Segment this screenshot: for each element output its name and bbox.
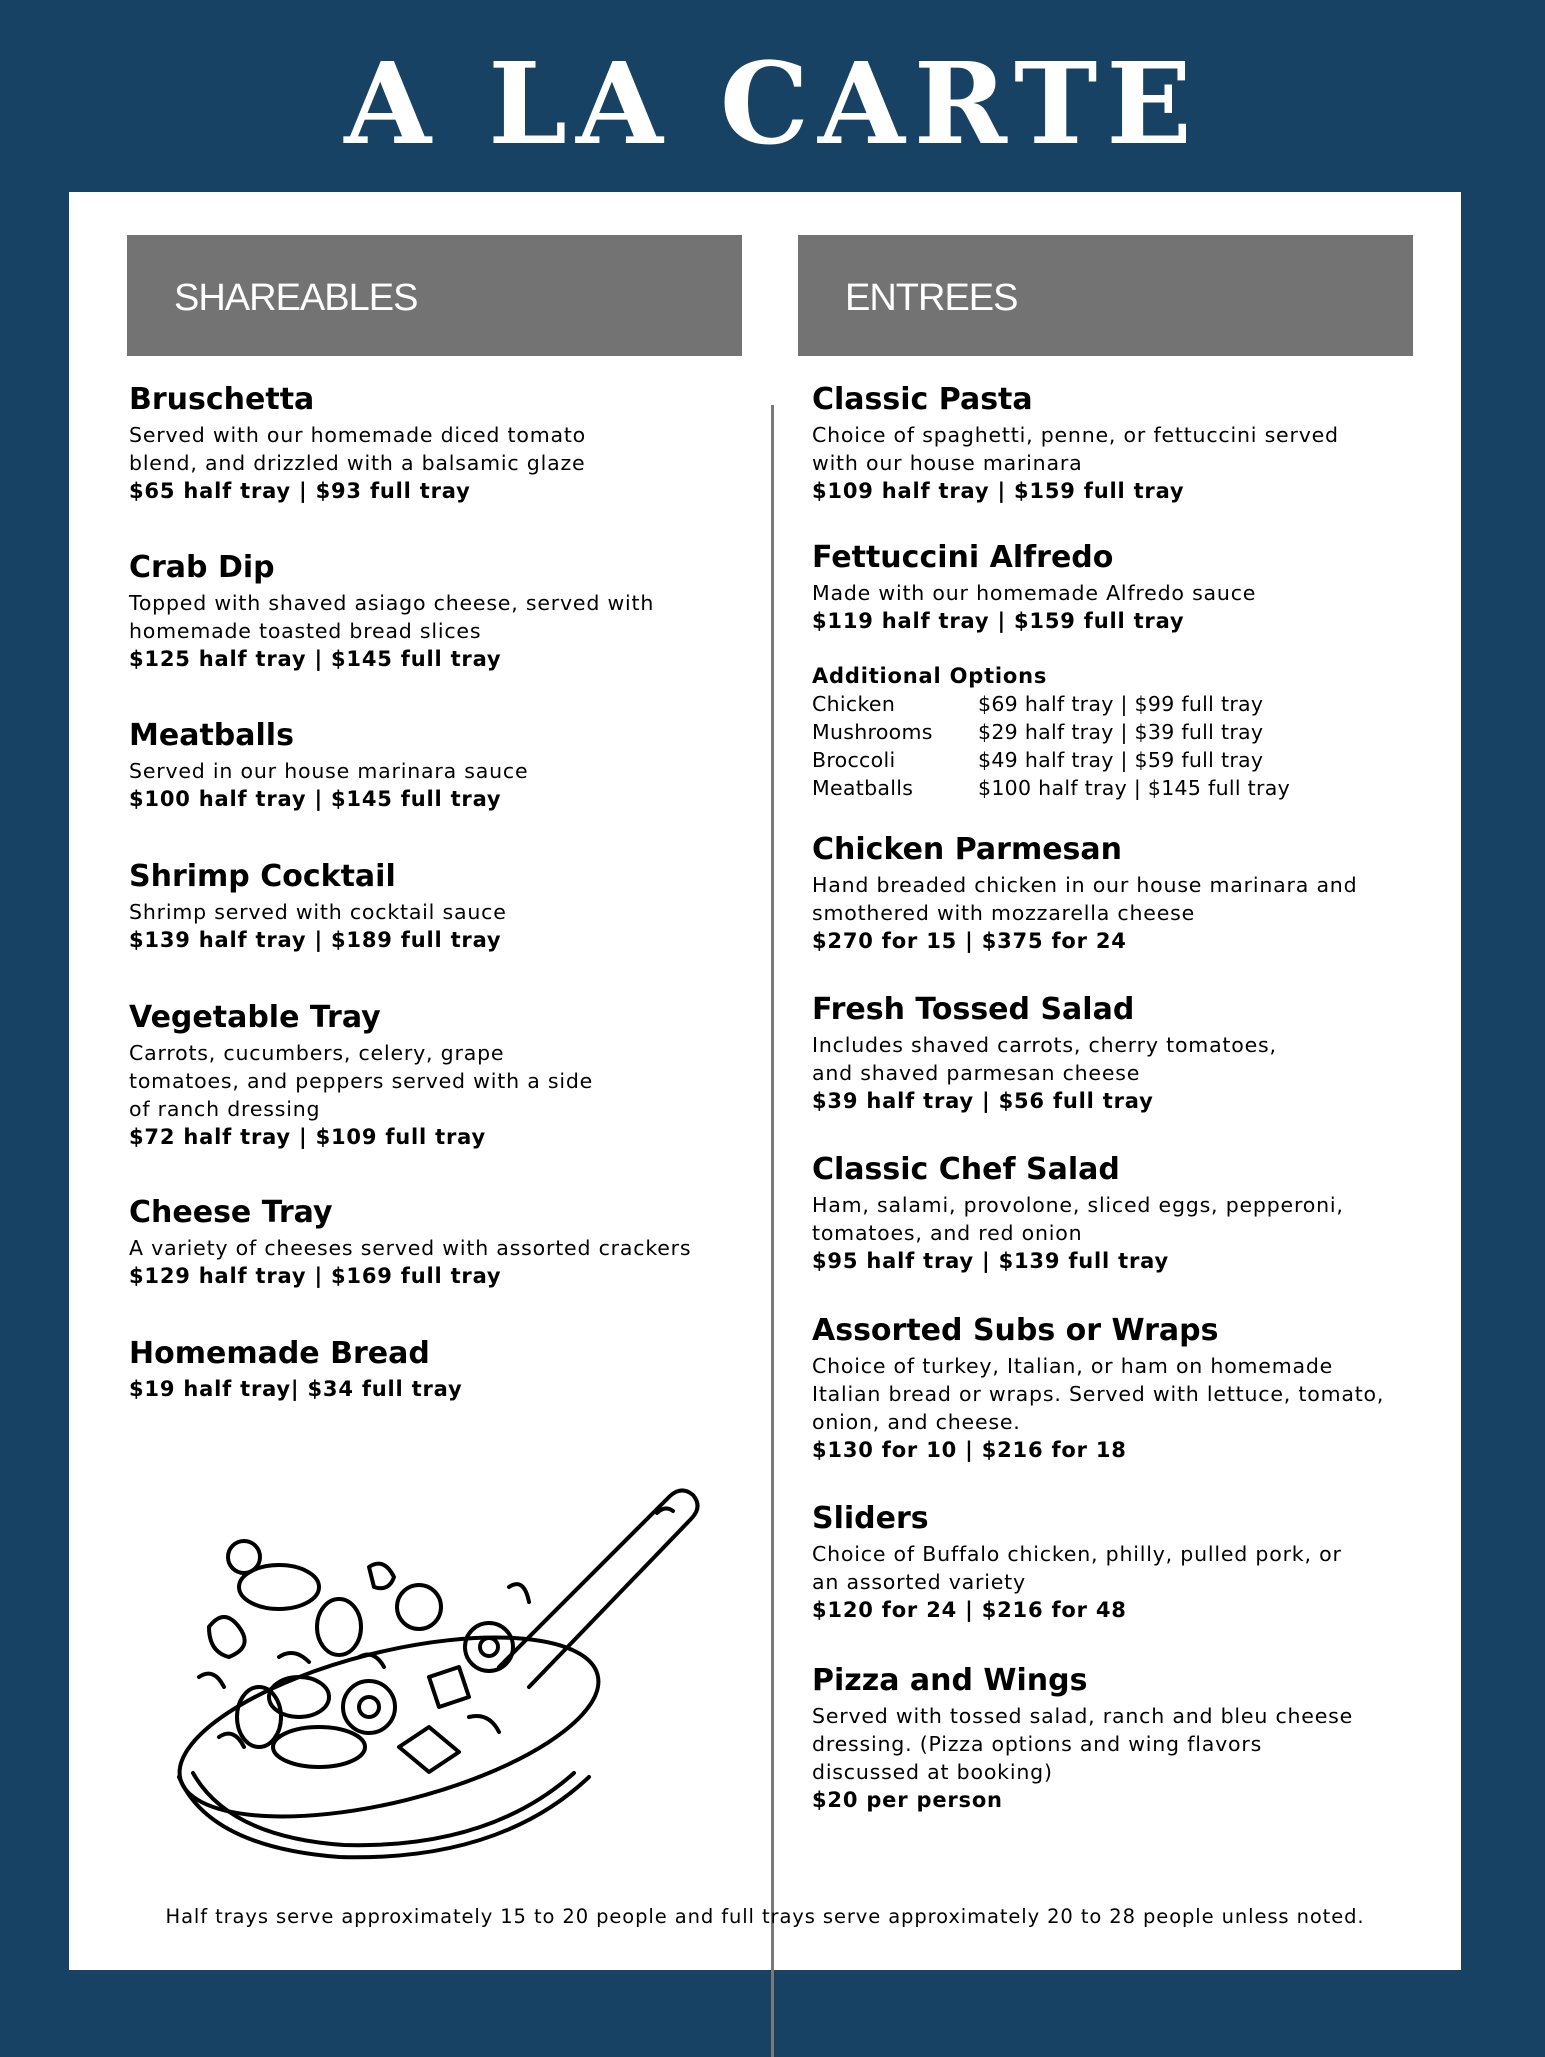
menu-item [129,858,507,954]
shareables-header-label: SHAREABLES [174,277,418,319]
menu-item [129,999,593,1151]
item-price: $109 half tray | $159 full tray [812,479,1185,503]
page-title: A LA CARTE [344,39,1201,170]
option-name: Meatballs [812,776,914,800]
item-name: Crab Dip [129,550,275,585]
item-name: Pizza and Wings [812,1663,1088,1698]
entrees-header-label: ENTREES [845,277,1018,319]
option-row [812,718,1290,746]
menu-item [812,831,1357,955]
column-divider [771,405,774,2057]
item-name: Meatballs [129,718,294,753]
item-name: Vegetable Tray [129,1000,381,1035]
item-price: $95 half tray | $139 full tray [812,1249,1169,1273]
item-description: Ham, salami, provolone, sliced eggs, pepperoni, tomatoes, and red onion [812,1193,1344,1245]
item-description: Made with our homemade Alfredo sauce [812,581,1257,605]
item-description: Carrots, cucumbers, celery, grape tomatoes, and peppers served with a side of ranch dressing [129,1041,594,1121]
item-description: Served with our homemade diced tomato blend, and drizzled with a balsamic glaze [129,423,587,475]
item-price: $65 half tray | $93 full tray [129,479,471,503]
frying-pan-with-vegetables-icon [169,1477,749,1867]
additional-options-heading: Additional Options [812,664,1048,688]
footnote: Half trays serve approximately 15 to 20 people and full trays serve approximately 20 to 28 people unless noted. [165,1905,1365,1928]
menu-item [812,539,1256,635]
item-description: Choice of Buffalo chicken, philly, pulled pork, or an assorted variety [812,1542,1342,1594]
menu-item [129,381,586,505]
option-name: Broccoli [812,748,896,772]
option-row [812,746,1290,774]
item-price: $19 half tray| $34 full tray [129,1377,463,1401]
item-price: $129 half tray | $169 full tray [129,1264,502,1288]
item-price: $130 for 10 | $216 for 18 [812,1438,1127,1462]
item-name: Bruschetta [129,382,315,417]
menu-sheet [69,192,1461,1970]
item-description: Served in our house marinara sauce [129,759,529,783]
item-name: Homemade Bread [129,1336,430,1371]
item-price: $270 for 15 | $375 for 24 [812,929,1127,953]
item-price: $139 half tray | $189 full tray [129,928,502,952]
item-description: Choice of turkey, Italian, or ham on homemade Italian bread or wraps. Served with lettuce, tomato, onion, and cheese. [812,1354,1385,1434]
option-row [812,774,1290,802]
option-price: $69 half tray | $99 full tray [978,692,1264,716]
option-price: $49 half tray | $59 full tray [978,748,1264,772]
menu-item [129,1194,691,1290]
item-description: Choice of spaghetti, penne, or fettuccini served with our house marinara [812,423,1339,475]
item-price: $72 half tray | $109 full tray [129,1125,486,1149]
item-name: Fettuccini Alfredo [812,540,1114,575]
item-price: $39 half tray | $56 full tray [812,1089,1154,1113]
item-description: Topped with shaved asiago cheese, served with homemade toasted bread slices [129,591,655,643]
option-row [812,690,1290,718]
menu-item [812,1312,1384,1464]
option-name: Mushrooms [812,720,933,744]
item-name: Sliders [812,1501,929,1536]
option-name: Chicken [812,692,896,716]
item-name: Cheese Tray [129,1195,333,1230]
menu-item [812,1500,1342,1624]
item-name: Classic Pasta [812,382,1033,417]
item-description: Shrimp served with cocktail sauce [129,900,507,924]
item-description: Served with tossed salad, ranch and bleu cheese dressing. (Pizza options and wing flavors discussed at booking) [812,1704,1354,1784]
item-price: $100 half tray | $145 full tray [129,787,502,811]
entrees-header [798,235,1413,356]
item-price: $125 half tray | $145 full tray [129,647,502,671]
item-price: $20 per person [812,1788,1003,1812]
item-description: Hand breaded chicken in our house marinara and smothered with mozzarella cheese [812,873,1358,925]
menu-item [129,549,654,673]
item-name: Shrimp Cocktail [129,859,396,894]
item-description: Includes shaved carrots, cherry tomatoes, and shaved parmesan cheese [812,1033,1277,1085]
shareables-header [127,235,742,356]
item-name: Assorted Subs or Wraps [812,1313,1219,1348]
menu-item [812,1662,1353,1814]
menu-item [129,717,528,813]
item-price: $120 for 24 | $216 for 48 [812,1598,1127,1622]
item-name: Classic Chef Salad [812,1152,1120,1187]
menu-item [812,1151,1344,1275]
item-name: Chicken Parmesan [812,832,1123,867]
item-description: A variety of cheeses served with assorted crackers [129,1236,692,1260]
menu-item [812,991,1277,1115]
menu-item [812,381,1339,505]
option-price: $100 half tray | $145 full tray [978,776,1291,800]
additional-options [812,662,1290,802]
item-name: Fresh Tossed Salad [812,992,1135,1027]
menu-item [129,1335,462,1403]
option-price: $29 half tray | $39 full tray [978,720,1264,744]
item-price: $119 half tray | $159 full tray [812,609,1185,633]
